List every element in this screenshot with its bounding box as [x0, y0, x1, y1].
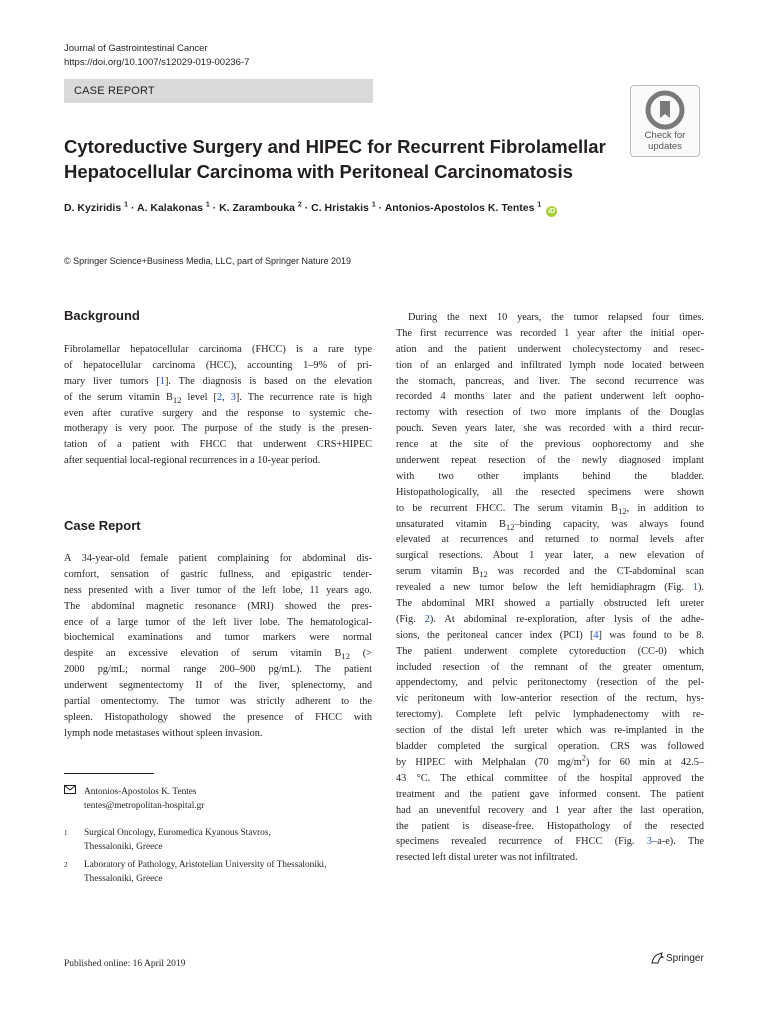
text-line: treatment and the patient gave informed consent. The patient	[396, 788, 704, 800]
author-list	[64, 202, 557, 217]
text-line: 43 °C. The ethical committee of the hospital approved the	[396, 772, 704, 784]
text-line: specimens revealed recurrence of FHCC (Fig. 3–a-e). The	[396, 836, 705, 848]
text-line: biochemical examinations and tumor markers were normal	[64, 632, 372, 644]
text-line: rence at the site of the previous oophorectomy and she	[396, 439, 704, 451]
text-line: (Fig. 2). At abdominal re-exploration, after lysis of the adhe-	[396, 613, 704, 625]
text-line: A 34-year-old female patient complaining for abdominal dis-	[64, 553, 372, 564]
text-line: The first recurrence was recorded 1 year after the initial oper-	[396, 327, 704, 339]
text-line: elevated at recurrences and returned to normal levels after	[396, 534, 704, 546]
text-line: underwent segmentectomy II of the liver, splenectomy, and	[64, 680, 372, 692]
article-title	[64, 134, 624, 184]
author-name[interactable]: Antonios-Apostolos K. Tentes	[384, 202, 535, 214]
text-line: tation of a patient with FHCC that underwent CRS+HIPEC	[64, 439, 372, 451]
text-line: by HIPEC with Melphalan (70 $mg/m^2$) for 60 min at 42.5–	[396, 752, 704, 768]
text-line: ence of a large tumor of the left liver lobe. The hematological-	[64, 616, 372, 628]
affiliation-mark: 1	[64, 829, 68, 837]
springer-horse-icon	[650, 952, 664, 964]
text-line: after sequential local-regional recurrences in a 10-year period.	[64, 455, 321, 467]
text-line: lymph node metastases without spleen invasion.	[64, 727, 263, 739]
text-line: despite an excessive elevation of serum vitamin $B_{12}$ (>	[64, 648, 372, 662]
author-separator: ·	[378, 202, 385, 214]
affiliation-line: Laboratory of Pathology, Aristotelian University of Thessaloniki,	[84, 860, 327, 870]
text-line: tion of an enlarged and infiltrated lymph node located between	[396, 359, 704, 371]
background-body	[64, 342, 372, 469]
author-affiliation: 2	[297, 201, 302, 209]
title-line: Cytoreductive Surgery and HIPEC for Recurrent Fibrolamellar	[64, 136, 606, 157]
affiliation-line: Surgical Oncology, Euromedica Kyanous Stavros,	[84, 828, 271, 838]
text-line: ation and the patient underwent cholecystectomy and resec-	[396, 343, 704, 355]
section-banner: CASE REPORT	[64, 79, 373, 103]
author-name[interactable]: A. Kalakonas	[136, 202, 203, 214]
text-line: revealed a new tumor below the left hemidiaphragm (Fig. 1).	[396, 582, 704, 594]
text-line: of hepatocellular carcinoma (HCC), accounting 1–9% of pri-	[64, 359, 372, 371]
text-line: the patient is disease-free. Histopathology of the resected	[396, 820, 704, 832]
author-affiliation: 1	[205, 201, 210, 209]
author-name[interactable]: K. Zarambouka	[219, 202, 295, 214]
text-line: unsaturated vitamin $B_{12}$–binding capacity, was always found	[396, 518, 705, 532]
author-name[interactable]: C. Hristakis	[311, 202, 369, 214]
doi-link[interactable]: https://doi.org/10.1007/s12029-019-00236-7	[64, 57, 250, 68]
text-line: ness presented with a liver tumor of the left lobe, 11 years ago.	[64, 584, 372, 596]
text-line: recorded 4 months later and the patient underwent left oopho-	[396, 391, 704, 403]
affiliation-note	[64, 826, 364, 856]
copyright-notice: © Springer Science+Business Media, LLC, part of Springer Nature 2019	[64, 256, 352, 266]
springer-logo	[650, 952, 704, 964]
text-line: comfort, sensation of gastric fullness, and epigastric tender-	[64, 568, 372, 580]
text-line: underwent repeat resection of the newly diagnosed implant	[396, 455, 704, 467]
text-line: sions, the peritoneal cancer index (PCI) [4] was found to be 8.	[396, 629, 704, 641]
text-line: Fibrolamellar hepatocellular carcinoma (FHCC) is a rare type	[64, 344, 372, 355]
text-line: bladder completed the surgical operation. CRS was followed	[396, 741, 704, 753]
affiliation-line: Thessaloniki, Greece	[84, 874, 163, 884]
text-line: had an uneventful recovery and 1 year after the last operation,	[396, 804, 704, 816]
right-column-body	[396, 310, 704, 866]
bookmark-ring-icon	[645, 90, 685, 130]
correspondence-email[interactable]: tentes@metropolitan-hospital.gr	[84, 801, 205, 811]
correspondence-note	[64, 785, 364, 815]
text-line: appendectomy, and pelvic peritonectomy (resection of the pel-	[396, 677, 704, 689]
correspondence-name: Antonios-Apostolos K. Tentes	[84, 787, 197, 797]
text-line: During the next 10 years, the tumor relapsed four times.	[408, 312, 704, 323]
title-line: Hepatocellular Carcinoma with Peritoneal Carcinomatosis	[64, 161, 573, 182]
background-heading: Background	[64, 308, 140, 323]
author-affiliation: 1	[537, 201, 542, 209]
text-line: motherapy is very poor. The purpose of the study is the presen-	[64, 423, 372, 435]
author-affiliation: 1	[371, 201, 376, 209]
text-line: surgical resections. About 1 year later, a new elevation of	[396, 550, 704, 562]
text-line: pouch. Seven years later, she was recorded with a third recur-	[396, 423, 704, 435]
case-report-heading: Case Report	[64, 518, 141, 533]
text-line: with two other implants behind the bladder.	[396, 470, 704, 482]
text-line: Histopathologically, all the resected specimens were shown	[396, 486, 704, 498]
affiliation-note	[64, 858, 364, 888]
text-line: vic peritoneum with low-anterior resection of the rectum, hys-	[396, 693, 704, 705]
text-line: serum vitamin $B_{12}$ was recorded and the CT-abdominal scan	[396, 566, 705, 580]
text-line: 2000 pg/mL; normal range 200–900 pg/mL). The patient	[64, 664, 372, 676]
affiliation-line: Thessaloniki, Greece	[84, 842, 163, 852]
journal-header	[64, 42, 249, 70]
check-for-updates-badge[interactable]	[630, 85, 700, 157]
journal-name: Journal of Gastrointestinal Cancer	[64, 43, 208, 54]
published-date: Published online: 16 April 2019	[64, 959, 186, 969]
text-line: The abdominal MRI showed a partially obstructed left ureter	[396, 598, 704, 610]
author-affiliation: 1	[124, 201, 129, 209]
text-line: even after curative surgery and the response to systemic che-	[64, 407, 372, 419]
text-line: partial omentectomy. The tumor was strictly adherent to the	[64, 696, 372, 708]
case-report-body	[64, 551, 372, 742]
text-line: resected left distal ureter was not infiltrated.	[396, 852, 578, 864]
author-separator: ·	[130, 202, 137, 214]
footnote-divider	[64, 773, 154, 774]
text-line: terectomy). Complete left pelvic lymphadenectomy with re-	[396, 709, 704, 721]
text-line: rectomy with resection of two more implants of the Douglas	[396, 407, 704, 419]
text-line: included resection of the remnant of the greater omentum,	[396, 661, 704, 673]
author-separator: ·	[212, 202, 220, 214]
text-line: mary liver tumors [1]. The diagnosis is based on the elevation	[64, 375, 372, 387]
text-line: spleen. Histopathology showed the presence of FHCC with	[64, 711, 372, 723]
text-line: to be recurrent FHCC. The serum vitamin $B_{12}$, in addition to	[396, 502, 704, 516]
envelope-icon	[64, 785, 76, 799]
author-separator: ·	[304, 202, 312, 214]
affiliation-mark: 2	[64, 861, 68, 869]
springer-wordmark: Springer	[666, 953, 704, 964]
orcid-icon[interactable]: iD	[548, 208, 556, 215]
text-line: The patient underwent complete cytoreduction (CC-0) which	[396, 645, 704, 657]
text-line: section of the distal left ureter which was re-implanted in the	[396, 725, 704, 737]
badge-label: Check for updates	[644, 130, 686, 152]
author-name[interactable]: D. Kyziridis	[64, 202, 122, 214]
text-line: of the serum vitamin $B_{12}$ level [2, 3]. The recurrence rate is high	[64, 391, 372, 405]
text-line: The abdominal magnetic resonance (MRI) showed the pres-	[64, 600, 372, 612]
text-line: the stomach, pancreas, and liver. The second recurrence was	[396, 375, 704, 387]
